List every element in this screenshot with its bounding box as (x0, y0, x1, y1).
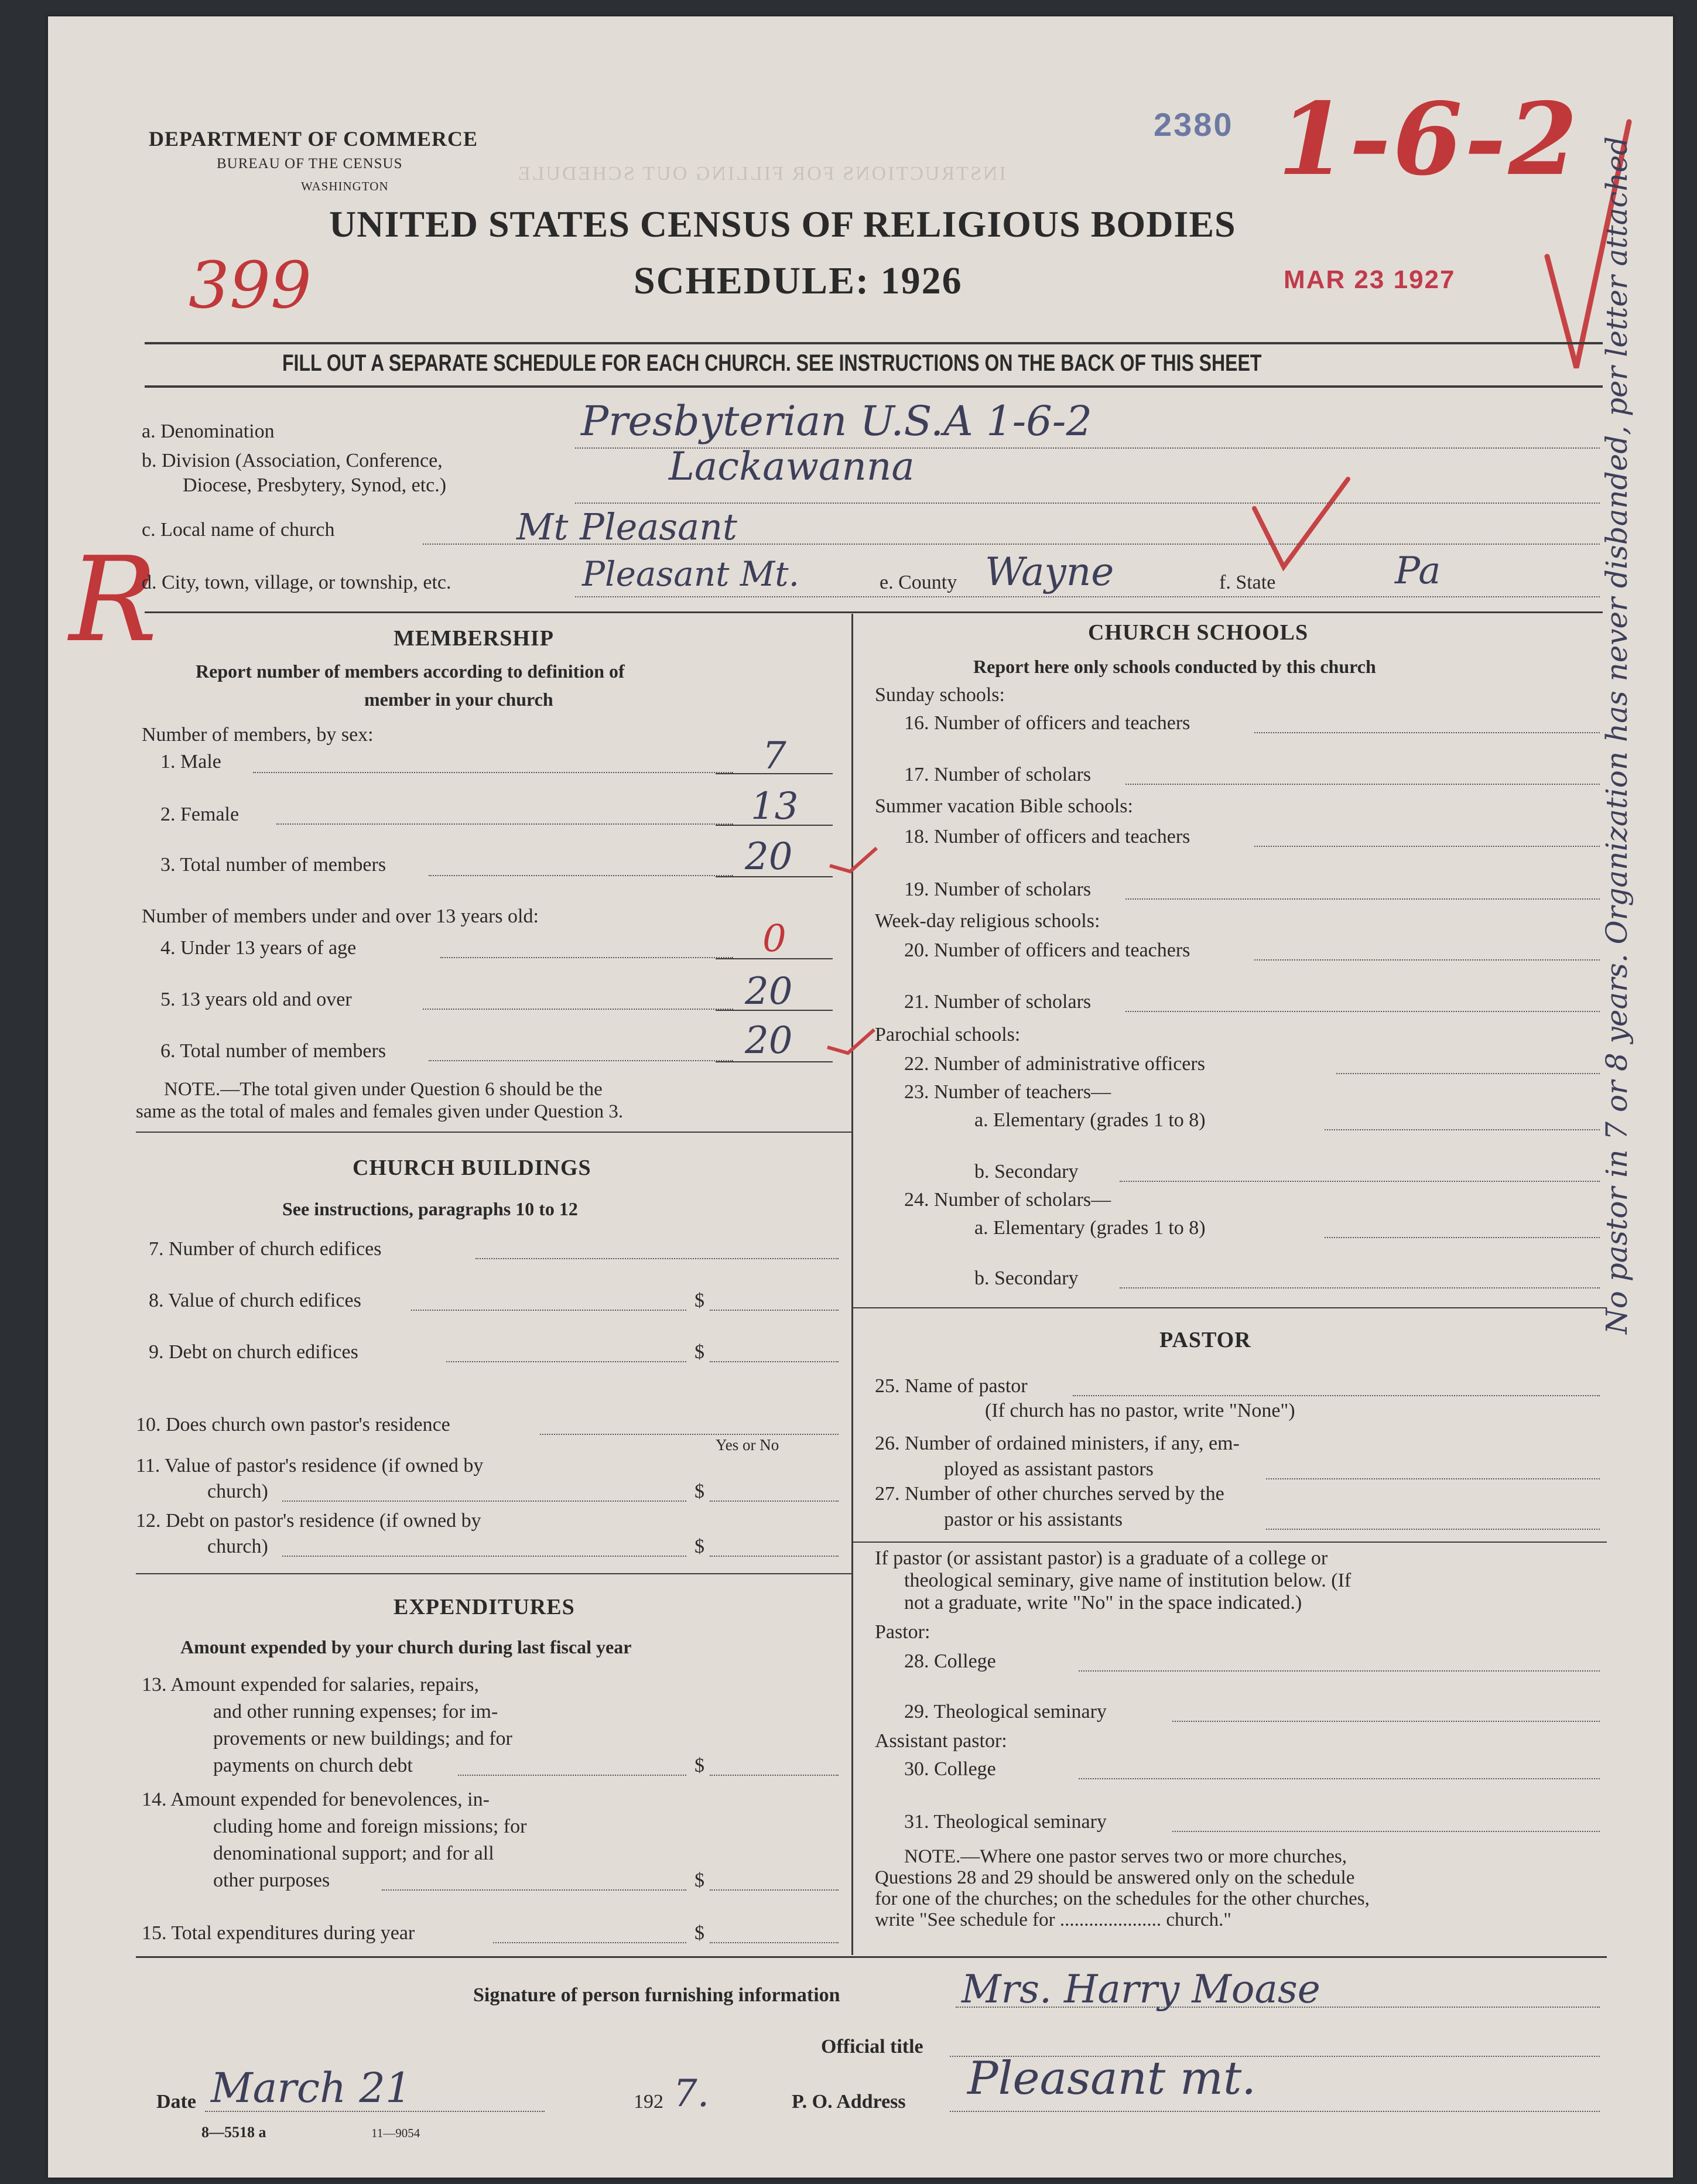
weekday-schools-label: Week-day religious schools: (875, 910, 1100, 932)
edifices-debt-leader (446, 1361, 686, 1362)
teachers-secondary-label: b. Secondary (974, 1161, 1079, 1182)
bureau-name: BUREAU OF THE CENSUS (217, 156, 403, 172)
total-expenditures-label: 15. Total expenditures during year (142, 1922, 415, 1944)
bleed-through-text: INSTRUCTIONS FOR FILLING OUT SCHEDULE (516, 163, 1006, 184)
total-members-q3-rule (716, 876, 833, 877)
po-address-value[interactable]: Pleasant mt. (967, 2052, 1257, 2105)
teachers-elementary-field[interactable] (1325, 1129, 1600, 1130)
admin-officers-label: 22. Number of administrative officers (904, 1053, 1205, 1075)
margin-note: No pastor in 7 or 8 years. Organization has never disbanded, per letter attached (1600, 136, 1634, 1334)
city-value[interactable]: Pleasant Mt. (582, 554, 800, 594)
running-expenses-dollar: $ (694, 1755, 704, 1776)
buildings-rule (136, 1573, 851, 1574)
membership-subtitle-2: member in your church (364, 689, 553, 710)
benevolences-label-3: denominational support; and for all (213, 1843, 494, 1864)
running-expenses-leader (458, 1775, 686, 1776)
year-prefix: 192 (634, 2091, 663, 2113)
owns-residence-label: 10. Does church own pastor's residence (136, 1414, 450, 1436)
red-pencil-number: 399 (189, 248, 312, 323)
running-expenses-label-1: 13. Amount expended for salaries, repairs, (142, 1674, 479, 1696)
weekday-officers-label: 20. Number of officers and teachers (904, 939, 1190, 961)
members-by-sex-label: Number of members, by sex: (142, 724, 374, 746)
edifices-value-field[interactable] (710, 1310, 839, 1311)
graduate-instructions-2: theological seminary, give name of institution below. (If (904, 1570, 1352, 1591)
summer-schools-label: Summer vacation Bible schools: (875, 795, 1133, 817)
residence-debt-label-2: church) (207, 1536, 268, 1557)
benevolences-dollar: $ (694, 1869, 704, 1891)
admin-officers-field[interactable] (1336, 1073, 1600, 1074)
scholars-secondary-field[interactable] (1120, 1287, 1600, 1288)
weekday-officers-field[interactable] (1254, 959, 1600, 961)
pastor-seminary-field[interactable] (1172, 1721, 1600, 1722)
local-name-value[interactable]: Mt Pleasant (516, 505, 737, 548)
summer-scholars-field[interactable] (1125, 898, 1600, 900)
residence-value-field[interactable] (710, 1501, 839, 1502)
total-members-q6-label: 6. Total number of members (160, 1040, 386, 1062)
over-13-label: 5. 13 years old and over (160, 989, 352, 1010)
schools-subtitle: Report here only schools conducted by this church (973, 656, 1376, 677)
red-check-mark-county (1243, 473, 1360, 579)
pastor-name-note: (If church has no pastor, write "None") (985, 1400, 1295, 1421)
schools-rule (851, 1307, 1607, 1308)
county-value[interactable]: Wayne (985, 549, 1114, 594)
benevolences-label-2: cluding home and foreign missions; for (213, 1816, 527, 1837)
serial-number: 2380 (1154, 106, 1234, 143)
membership-subtitle-1: Report number of members according to definition of (196, 661, 625, 682)
buildings-subtitle: See instructions, paragraphs 10 to 12 (282, 1198, 578, 1219)
local-name-line (423, 544, 1600, 545)
sunday-officers-field[interactable] (1254, 732, 1600, 733)
parochial-schools-label: Parochial schools: (875, 1024, 1021, 1045)
date-label: Date (156, 2091, 196, 2113)
edifices-value-leader (411, 1310, 686, 1311)
pastor-college-field[interactable] (1079, 1670, 1600, 1672)
over-13-value[interactable]: 20 (745, 970, 793, 1013)
year-digit[interactable]: 7. (673, 2072, 710, 2115)
benevolences-leader (382, 1889, 686, 1891)
weekday-scholars-label: 21. Number of scholars (904, 991, 1092, 1013)
county-label: e. County (880, 572, 957, 593)
pastor-name-field[interactable] (1073, 1395, 1600, 1396)
female-value[interactable]: 13 (751, 785, 799, 828)
pastor-note-3: for one of the churches; on the schedules for the other churches, (875, 1888, 1370, 1909)
edifices-value-dollar: $ (694, 1290, 704, 1311)
assistant-education-label: Assistant pastor: (875, 1730, 1007, 1752)
city-label: d. City, town, village, or township, etc. (142, 572, 451, 593)
residence-debt-label-1: 12. Debt on pastor's residence (if owned by (136, 1510, 481, 1532)
pastor-note-4: write "See schedule for ..................... church." (875, 1909, 1231, 1930)
pastor-seminary-label: 29. Theological seminary (904, 1701, 1107, 1722)
division-line (575, 503, 1600, 504)
membership-note-2: same as the total of males and females given under Question 3. (136, 1101, 624, 1122)
signature-label: Signature of person furnishing information (473, 1984, 840, 2006)
teachers-secondary-field[interactable] (1120, 1181, 1600, 1182)
sunday-officers-label: 16. Number of officers and teachers (904, 712, 1190, 734)
assistant-ministers-label-1: 26. Number of ordained ministers, if any, em- (875, 1433, 1240, 1454)
membership-note-1: NOTE.—The total given under Question 6 should be the (164, 1079, 603, 1100)
residence-debt-dollar: $ (694, 1536, 704, 1557)
census-schedule-page (48, 16, 1673, 2178)
instruction-bar: FILL OUT A SEPARATE SCHEDULE FOR EACH CHURCH. SEE INSTRUCTIONS ON THE BACK OF THIS SHEET (282, 350, 1262, 376)
membership-title: MEMBERSHIP (394, 626, 554, 651)
pastor-rule (851, 1542, 1607, 1543)
buildings-title: CHURCH BUILDINGS (353, 1156, 591, 1180)
under-13-value[interactable]: 0 (762, 917, 786, 961)
membership-rule (136, 1132, 851, 1133)
total-members-q6-value[interactable]: 20 (745, 1019, 793, 1062)
running-expenses-label-3: provements or new buildings; and for (213, 1728, 512, 1749)
received-date-stamp: MAR 23 1927 (1284, 265, 1456, 294)
teachers-label: 23. Number of teachers— (904, 1081, 1111, 1103)
graduate-instructions-3: not a graduate, write "No" in the space indicated.) (904, 1592, 1302, 1614)
instruction-rule-top (145, 342, 1603, 344)
denomination-label: a. Denomination (142, 421, 275, 442)
sunday-scholars-field[interactable] (1125, 784, 1600, 785)
female-label: 2. Female (160, 804, 240, 825)
edifices-debt-dollar: $ (694, 1341, 704, 1363)
pastor-name-label: 25. Name of pastor (875, 1375, 1028, 1397)
schedule-year: SCHEDULE: 1926 (634, 259, 963, 302)
footer-rule (136, 1956, 1607, 1958)
weekday-scholars-field[interactable] (1125, 1011, 1600, 1012)
other-churches-field[interactable] (1266, 1529, 1600, 1530)
assistant-college-field[interactable] (1079, 1778, 1600, 1779)
scholars-label: 24. Number of scholars— (904, 1189, 1111, 1211)
local-name-label: c. Local name of church (142, 519, 335, 541)
assistant-seminary-field[interactable] (1172, 1831, 1600, 1832)
yes-no-hint: Yes or No (716, 1436, 779, 1454)
benevolences-field[interactable] (710, 1889, 839, 1891)
sunday-schools-label: Sunday schools: (875, 684, 1005, 706)
running-expenses-label-2: and other running expenses; for im- (213, 1701, 498, 1722)
schools-title: CHURCH SCHOOLS (1088, 620, 1309, 645)
total-expenditures-dollar: $ (694, 1922, 704, 1944)
assistant-seminary-label: 31. Theological seminary (904, 1811, 1107, 1833)
teachers-elementary-label: a. Elementary (grades 1 to 8) (974, 1109, 1206, 1131)
date-line (205, 2111, 545, 2112)
po-address-label: P. O. Address (792, 2091, 906, 2113)
residence-value-dollar: $ (694, 1481, 704, 1502)
graduate-instructions-1: If pastor (or assistant pastor) is a graduate of a college or (875, 1547, 1328, 1569)
total-expenditures-leader (493, 1942, 686, 1943)
edifices-count-leader (475, 1258, 839, 1259)
red-tick-q3 (827, 842, 880, 877)
date-value[interactable]: March 21 (211, 2064, 412, 2112)
total-members-q6-leader (429, 1060, 733, 1061)
over-13-leader (423, 1009, 733, 1010)
signature-line (956, 2007, 1600, 2008)
male-label: 1. Male (160, 751, 221, 773)
scholars-elementary-label: a. Elementary (grades 1 to 8) (974, 1217, 1206, 1239)
residence-value-leader (282, 1501, 686, 1502)
form-number: 8—5518 a (201, 2124, 266, 2141)
male-leader (253, 772, 733, 773)
summer-scholars-label: 19. Number of scholars (904, 879, 1092, 900)
state-value[interactable]: Pa (1395, 549, 1441, 593)
expenditures-title: EXPENDITURES (394, 1595, 575, 1619)
division-value[interactable]: Lackawanna (669, 444, 915, 489)
under-13-leader (440, 957, 733, 958)
city-line (575, 596, 1600, 597)
denomination-value[interactable]: Presbyterian U.S.A 1-6-2 (581, 397, 1092, 445)
summer-officers-label: 18. Number of officers and teachers (904, 826, 1190, 847)
other-churches-label-2: pastor or his assistants (944, 1509, 1123, 1530)
male-value[interactable]: 7 (762, 734, 786, 778)
assistant-college-label: 30. College (904, 1758, 996, 1780)
assistant-ministers-label-2: ployed as assistant pastors (944, 1458, 1154, 1480)
residence-value-label-1: 11. Value of pastor's residence (if owned by (136, 1455, 484, 1476)
under-13-label: 4. Under 13 years of age (160, 937, 357, 959)
official-title-label: Official title (821, 2036, 923, 2057)
column-divider (851, 614, 853, 1955)
identity-rule (145, 611, 1603, 613)
total-members-q3-value[interactable]: 20 (745, 835, 793, 879)
pastor-note-1: NOTE.—Where one pastor serves two or more churches, (904, 1846, 1347, 1867)
running-expenses-label-4: payments on church debt (213, 1755, 413, 1776)
under-13-rule (716, 958, 833, 959)
residence-debt-field[interactable] (710, 1556, 839, 1557)
po-address-line (950, 2111, 1600, 2112)
signature-value[interactable]: Mrs. Harry Moase (962, 1967, 1320, 2012)
female-rule (716, 825, 833, 826)
division-label-line2: Diocese, Presbytery, Synod, etc.) (183, 474, 447, 496)
over-13-rule (716, 1010, 833, 1011)
scholars-elementary-field[interactable] (1325, 1237, 1600, 1238)
department-name: DEPARTMENT OF COMMERCE (149, 127, 478, 151)
expenditures-subtitle: Amount expended by your church during last fiscal year (180, 1636, 632, 1657)
instruction-rule-bottom (145, 385, 1603, 388)
form-title: UNITED STATES CENSUS OF RELIGIOUS BODIES (329, 203, 1236, 245)
residence-value-label-2: church) (207, 1481, 268, 1502)
pastor-college-label: 28. College (904, 1650, 996, 1672)
other-churches-label-1: 27. Number of other churches served by the (875, 1483, 1224, 1505)
benevolences-label-1: 14. Amount expended for benevolences, in- (142, 1789, 490, 1810)
state-label: f. State (1219, 572, 1276, 593)
benevolences-label-4: other purposes (213, 1869, 330, 1891)
male-rule (716, 773, 833, 774)
assistant-ministers-field[interactable] (1266, 1478, 1600, 1479)
pastor-title: PASTOR (1159, 1328, 1251, 1352)
female-leader (276, 823, 733, 825)
sunday-scholars-label: 17. Number of scholars (904, 764, 1092, 785)
edifices-value-label: 8. Value of church edifices (149, 1290, 361, 1311)
total-members-q3-leader (429, 875, 733, 876)
scholars-secondary-label: b. Secondary (974, 1267, 1079, 1289)
print-number: 11—9054 (371, 2126, 420, 2140)
residence-debt-leader (282, 1556, 686, 1557)
total-members-q3-label: 3. Total number of members (160, 854, 386, 876)
age-breakdown-label: Number of members under and over 13 years old: (142, 905, 539, 927)
pastor-note-2: Questions 28 and 29 should be answered only on the schedule (875, 1867, 1355, 1888)
pastor-education-label: Pastor: (875, 1621, 930, 1643)
division-label-line1: b. Division (Association, Conference, (142, 450, 443, 471)
bureau-city: WASHINGTON (301, 179, 389, 193)
edifices-debt-field[interactable] (710, 1361, 839, 1362)
red-classification-code: 1-6-2 (1278, 81, 1580, 198)
edifices-debt-label: 9. Debt on church edifices (149, 1341, 358, 1363)
margin-r-mark: R (69, 532, 158, 668)
total-members-q6-rule (716, 1061, 833, 1062)
total-expenditures-field[interactable] (710, 1942, 839, 1943)
edifices-count-label: 7. Number of church edifices (149, 1238, 382, 1260)
owns-residence-field[interactable] (540, 1434, 839, 1435)
running-expenses-field[interactable] (710, 1775, 839, 1776)
red-tick-q6 (824, 1024, 877, 1059)
summer-officers-field[interactable] (1254, 846, 1600, 847)
